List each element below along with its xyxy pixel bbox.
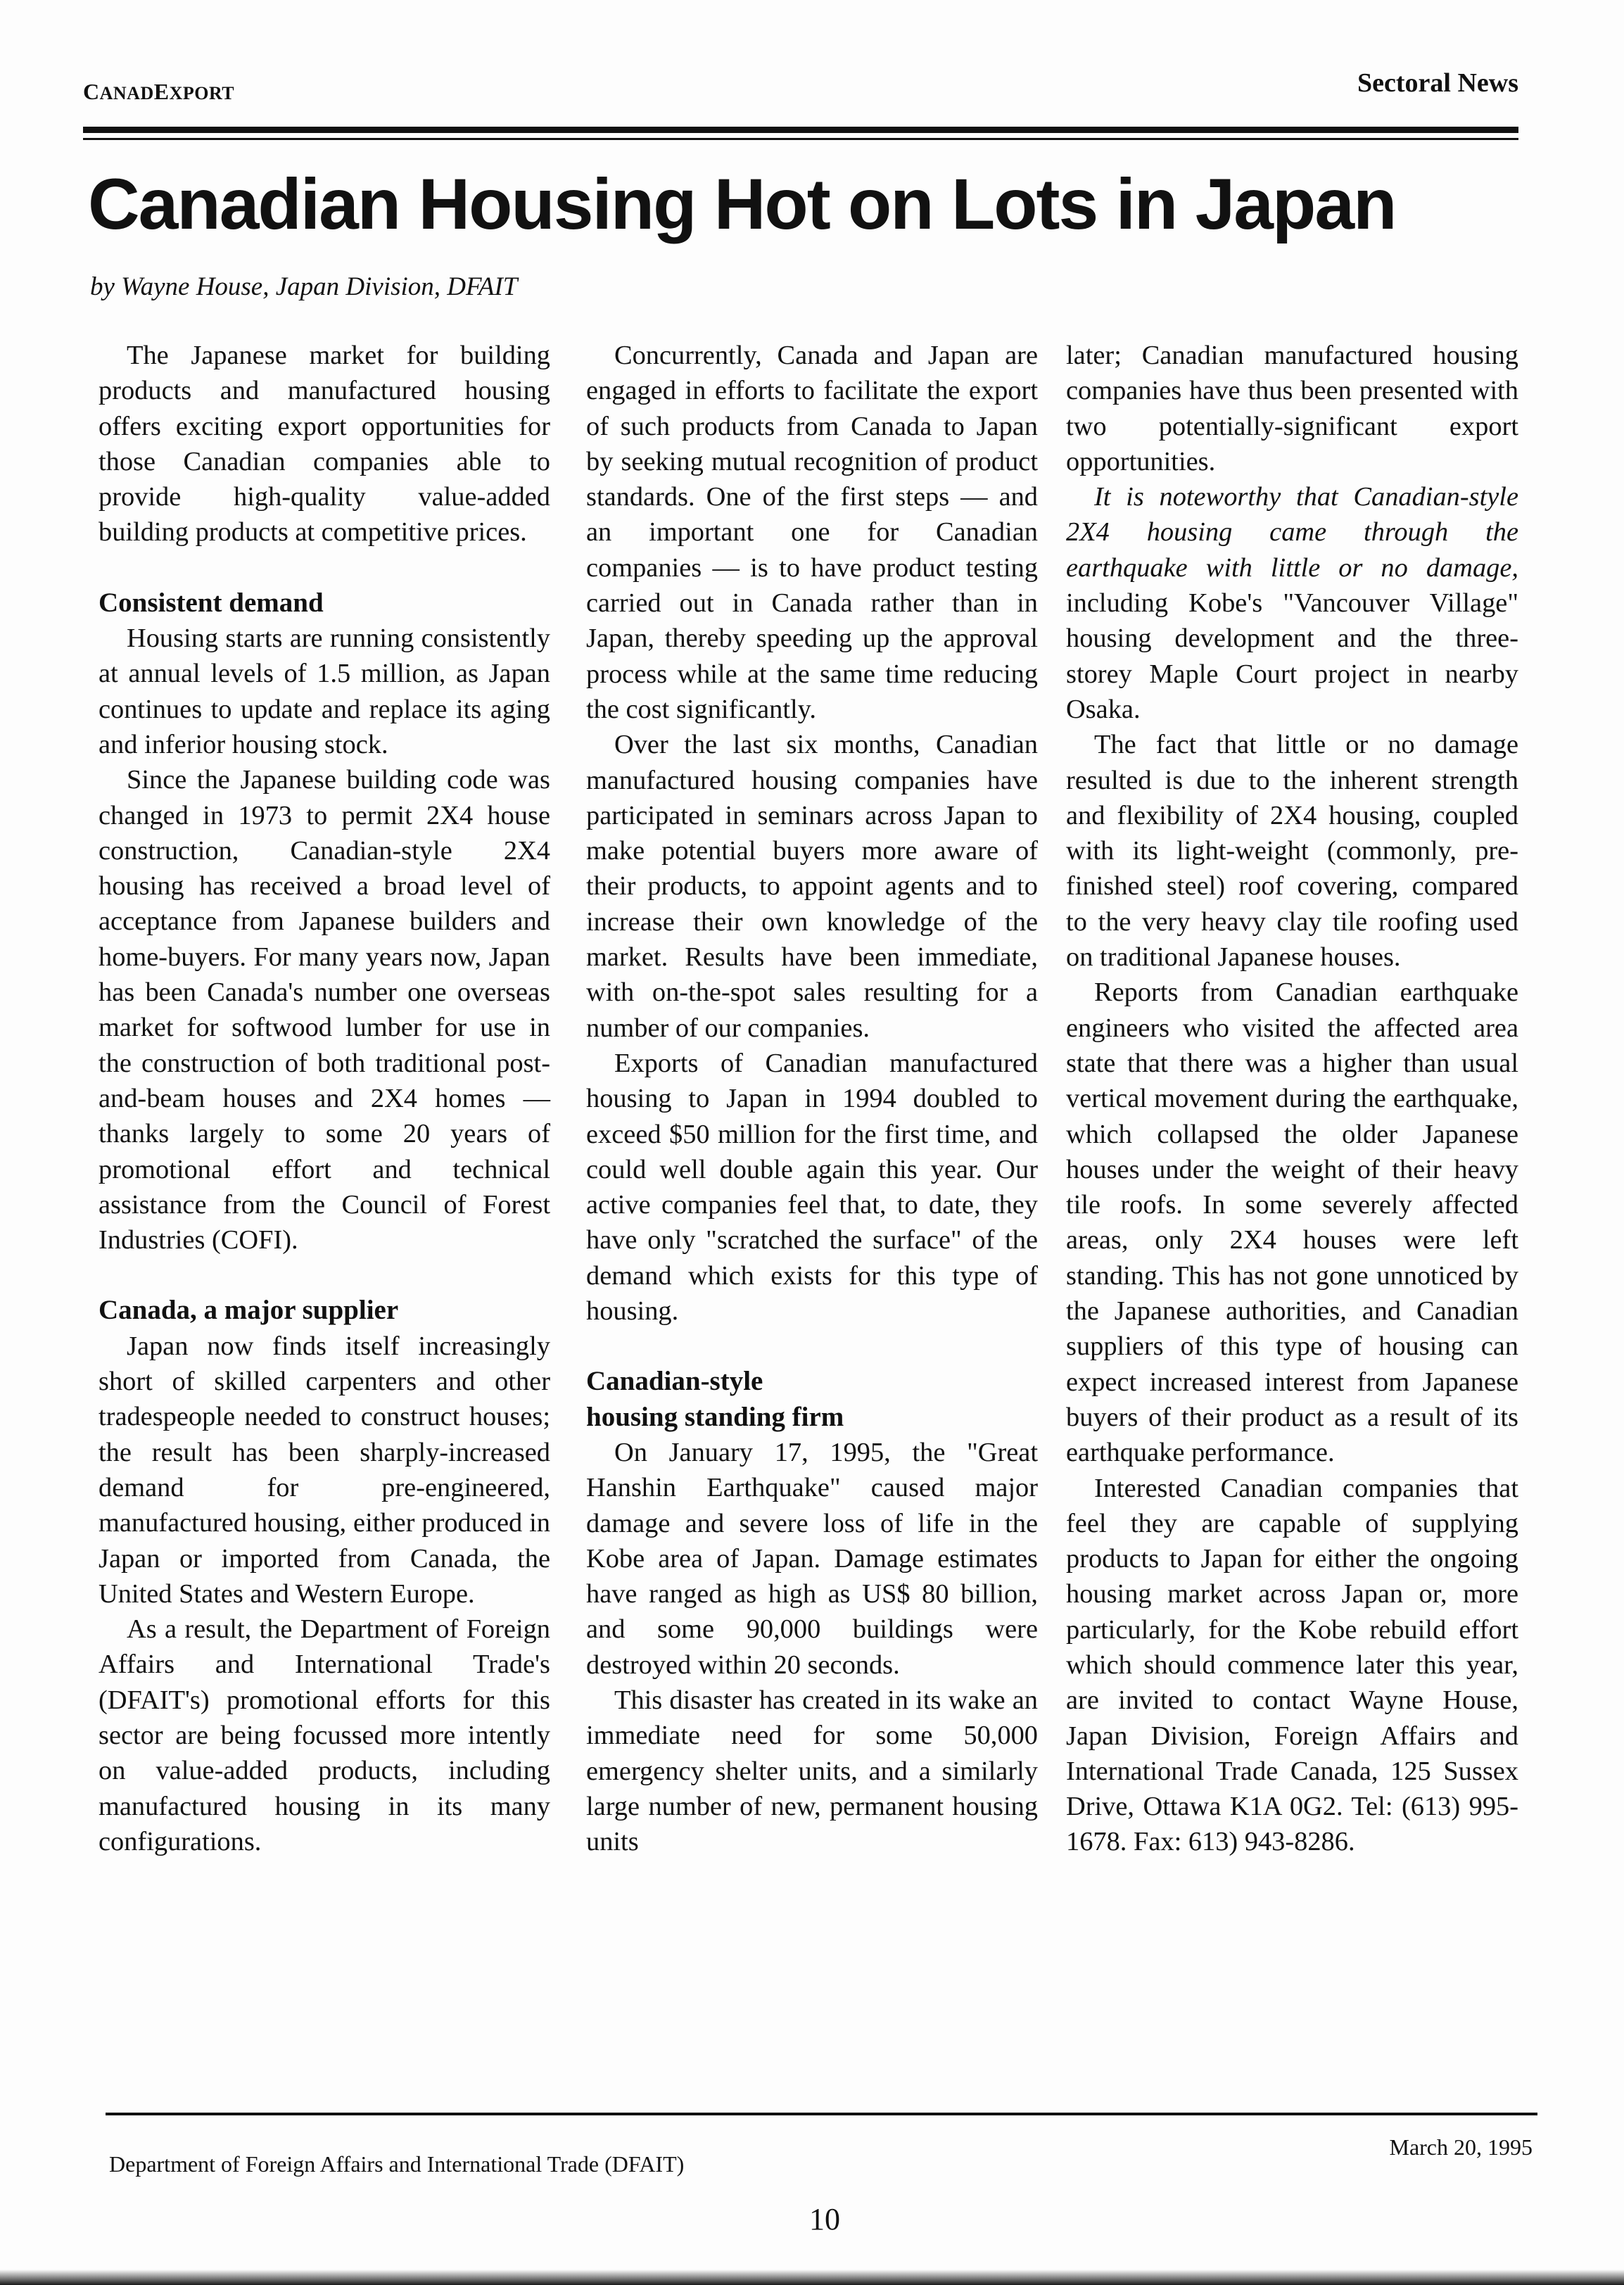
article-column-1 (99, 338, 550, 1859)
paragraph: Since the Japanese building code was changed in 1973 to permit 2X4 house construction, Canadian-style 2X4 housing has received a broad level of acceptance from Japanese builders and home-buyers. For many years now, Japan has been Canada's number one overseas market for softwood lumber for use in the construction of both traditional post-and-beam houses and 2X4 homes — thanks largely to some 20 years of promotional effort and technical assistance from the Council of Forest Industries (COFI). (99, 765, 550, 1255)
pub-rest-xport: XPORT (169, 83, 235, 103)
paragraph: This disaster has created in its wake an immediate need for some 50,000 emergency shelter units, and a similarly large number of new, permanent housing units (586, 1685, 1038, 1857)
scan-edge-shadow (0, 2270, 1624, 2285)
section-label: Sectoral News (1357, 68, 1518, 98)
paragraph: On January 17, 1995, the "Great Hanshin Earthquake" caused major damage and severe loss of life in the Kobe area of Japan. Damage estimates have ranged as high as US$ 80 billion, and some 90,000 buildings were destroyed within 20 seconds. (586, 1437, 1038, 1680)
subheading-standing-firm-line1: Canadian-style (586, 1366, 763, 1397)
paragraph: later; Canadian manufactured housing companies have thus been presented with two potentially-significant export opportunities. (1066, 341, 1518, 476)
paragraph: Japan now finds itself increasingly short of skilled carpenters and other tradespeople needed to construct houses; the result has been sharply-increased demand for pre-engineered, manufactured housing, either produced in Japan or imported from Canada, the United States and Western Europe. (99, 1331, 550, 1609)
footer-date: March 20, 1995 (1389, 2134, 1533, 2160)
pub-rest-anad: ANAD (99, 83, 154, 103)
footer-rule (106, 2113, 1537, 2115)
paragraph: Over the last six months, Canadian manufactured housing companies have participated in seminars across Japan to make potential buyers more aware of their products, to appoint agents and to increase their own knowledge of the market. Results have been immediate, with on-the-spot sales resulting for a number of our companies. (586, 730, 1038, 1043)
article-column-3 (1066, 338, 1518, 1860)
footer-department: Department of Foreign Affairs and International Trade (DFAIT) (109, 2151, 685, 2177)
paragraph: The Japanese market for building products and manufactured housing offers exciting export opportunities for those Canadian companies able to provide high-quality value-added building products at competitive prices. (99, 341, 550, 547)
paragraph: The fact that little or no damage resulted is due to the inherent strength and flexibility of 2X4 housing, coupled with its light-weight (commonly, pre-finished steel) roof covering, compared to the very heavy clay tile roofing used on traditional Japanese houses. (1066, 730, 1518, 973)
paragraph-emphasis (1066, 479, 1518, 727)
page-number: 10 (809, 2202, 840, 2236)
header-rule-thick (83, 127, 1518, 133)
paragraph-gap (99, 1258, 550, 1293)
italic-emphasis: It is noteworthy that Canadian-style 2X4 housing came through the earthquake with little or no damage, (1066, 482, 1518, 583)
article-column-2 (586, 338, 1038, 1859)
pub-initial-c: C (83, 79, 100, 104)
article-byline: by Wayne House, Japan Division, DFAIT (90, 272, 518, 301)
paragraph: Concurrently, Canada and Japan are engaged in efforts to facilitate the export of such products from Canada to Japan by seeking mutual recognition of product standards. One of the first steps — and an important one for Canadian companies — is to have product testing carried out in Canada rather than in Japan, thereby speeding up the approval process while at the same time reducing the cost significantly. (586, 341, 1038, 724)
paragraph: Interested Canadian companies that feel they are capable of supplying products to Japan for either the ongoing housing market across Japan or, more particularly, for the Kobe rebuild effort which should commence later this year, are invited to contact Wayne House, Japan Division, Foreign Affairs and International Trade Canada, 125 Sussex Drive, Ottawa K1A 0G2. Tel: (613) 995-1678. Fax: 613) 943-8286. (1066, 1473, 1518, 1857)
pub-initial-e: E (153, 79, 170, 104)
article-headline: Canadian Housing Hot on Lots in Japan (88, 164, 1396, 244)
subheading-standing-firm-line2: housing standing firm (586, 1401, 844, 1432)
emphasis-continuation: including Kobe's "Vancouver Village" housing development and the three-storey Maple Court project in nearby Osaka. (1066, 588, 1518, 724)
paragraph-gap (586, 1329, 1038, 1364)
publication-name (83, 79, 234, 105)
subheading-consistent-demand: Consistent demand (99, 587, 324, 618)
paragraph: Reports from Canadian earthquake engineers who visited the affected area state that there was a higher than usual vertical movement during the earthquake, which collapsed the older Japanese houses under the weight of their heavy tile roofs. In some severely affected areas, only 2X4 houses were left standing. This has not gone unnoticed by the Japanese authorities, and Canadian suppliers of this type of housing can expect increased interest from Japanese buyers of their product as a result of its earthquake performance. (1066, 977, 1518, 1468)
subheading-major-supplier: Canada, a major supplier (99, 1295, 399, 1326)
paragraph-gap (99, 550, 550, 586)
header-rule-thin (83, 138, 1518, 140)
paragraph: Housing starts are running consistently at annual levels of 1.5 million, as Japan continues to update and replace its aging and inferior housing stock. (99, 624, 550, 759)
paragraph: As a result, the Department of Foreign Affairs and International Trade's (DFAIT's) promotional efforts for this sector are being focussed more intently on value-added products, including manufactured housing in its many configurations. (99, 1614, 550, 1856)
paragraph: Exports of Canadian manufactured housing to Japan in 1994 doubled to exceed $50 million for the first time, and could well double again this year. Our active companies feel that, to date, they have only "scratched the surface" of the demand which exists for this type of housing. (586, 1048, 1038, 1327)
